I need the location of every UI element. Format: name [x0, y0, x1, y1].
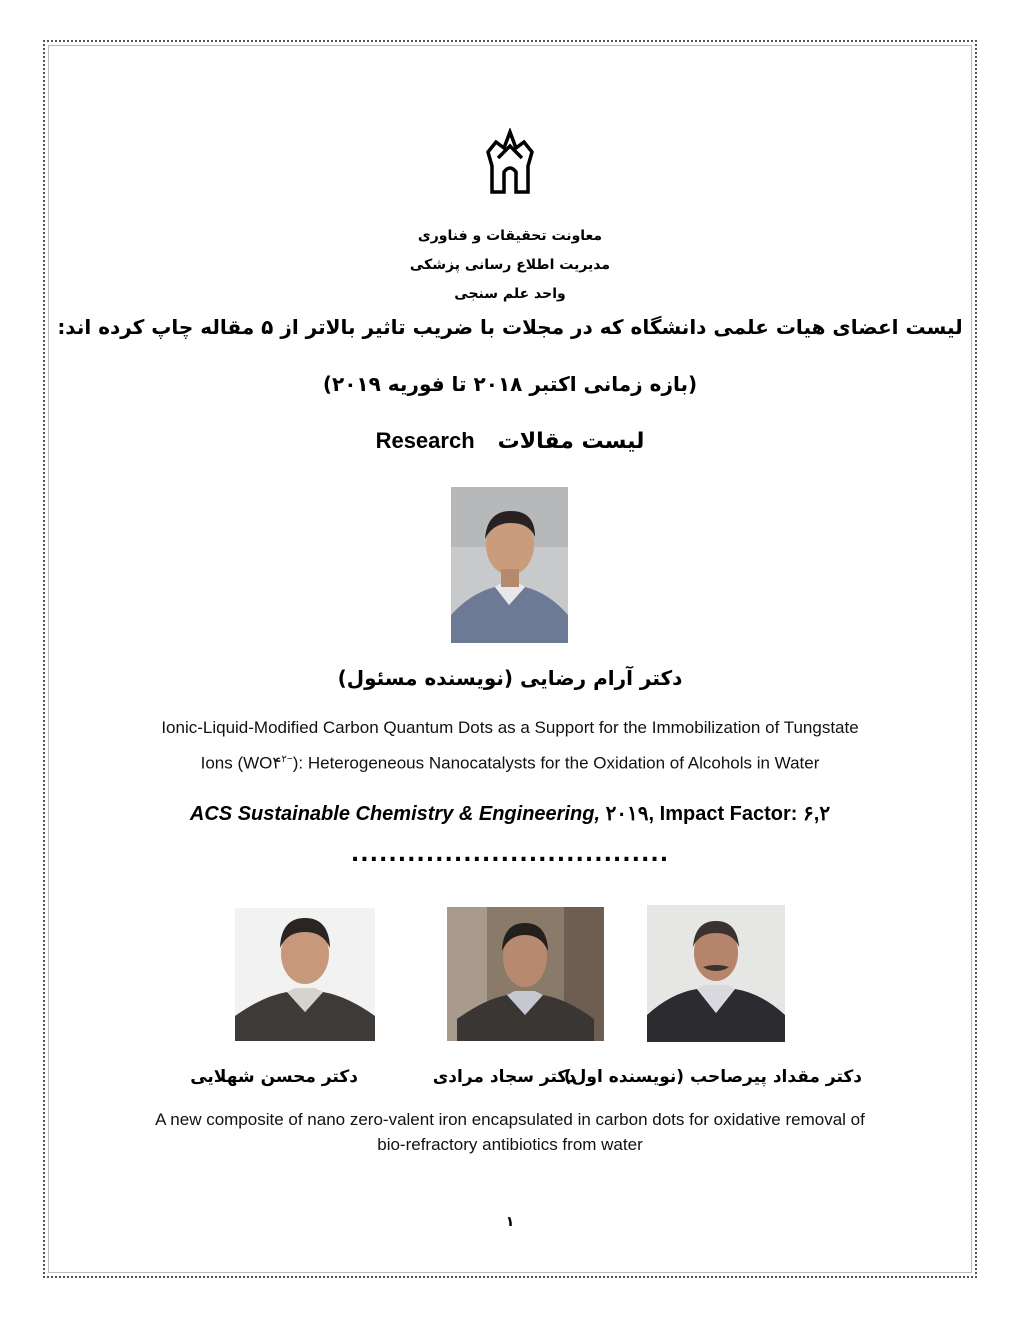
dept-line-research: معاونت تحقیقات و فناوری	[417, 228, 603, 244]
article2-title-line1: A new composite of nano zero-valent iron encapsulated in carbon dots for oxidative removal of	[155, 1110, 865, 1129]
formula-superscript: ۲−	[281, 754, 293, 765]
page-title: لیست اعضای هیات علمی دانشگاه که در مجلات با ضریب تاثیر بالاتر از ۵ مقاله چاپ کرده اند:	[57, 315, 963, 339]
article2-title-line2: bio-refractory antibiotics from water	[377, 1135, 643, 1154]
author-shahlaei: دکتر محسن شهلایی	[190, 1067, 358, 1087]
impact-factor-label: Impact Factor:	[659, 803, 798, 825]
formula-suffix: ): Heterogeneous Nanocatalysts for the Oxidation of Alcohols in Water	[292, 753, 820, 773]
impact-factor-value: ۶,۲	[803, 803, 831, 825]
section-heading-en: Research	[375, 428, 475, 453]
author-rezaei: دکتر آرام رضایی (نویسنده مسئول)	[337, 666, 683, 690]
author-moradi: دکتر سجاد مرادی	[432, 1067, 576, 1087]
article1-title-line1: Ionic-Liquid-Modified Carbon Quantum Dots as a Support for the Immobilization of Tungstate	[161, 718, 859, 737]
author-photo-pirsaheb	[647, 905, 785, 1042]
period-subtitle: (بازه زمانی اکتبر ۲۰۱۸ تا فوریه ۲۰۱۹)	[322, 372, 698, 396]
section-heading	[0, 428, 1020, 454]
formula-subscript: ۴	[272, 753, 282, 773]
author-photo-rezaei	[451, 487, 568, 643]
author-photo-shahlaei	[235, 908, 375, 1041]
dept-line-info: مدیریت اطلاع رسانی پزشکی	[409, 257, 611, 273]
journal-name: ACS Sustainable Chemistry & Engineering,	[189, 803, 600, 825]
separator: ..................................	[350, 842, 670, 867]
page-number: ۱	[505, 1214, 515, 1230]
article1-journal-line	[0, 801, 1020, 826]
university-logo-icon	[484, 128, 536, 196]
section-heading-fa: لیست مقالات	[497, 429, 645, 454]
author-photo-moradi	[447, 907, 604, 1041]
author-pirsaheb: دکتر مقداد پیرصاحب (نویسنده اول)	[563, 1067, 862, 1087]
dept-line-scientometrics: واحد علم سنجی	[454, 286, 566, 302]
article1-title-line2	[0, 744, 1020, 780]
formula-prefix: Ions (WO	[200, 753, 273, 773]
journal-year: ۲۰۱۹,	[605, 803, 655, 825]
